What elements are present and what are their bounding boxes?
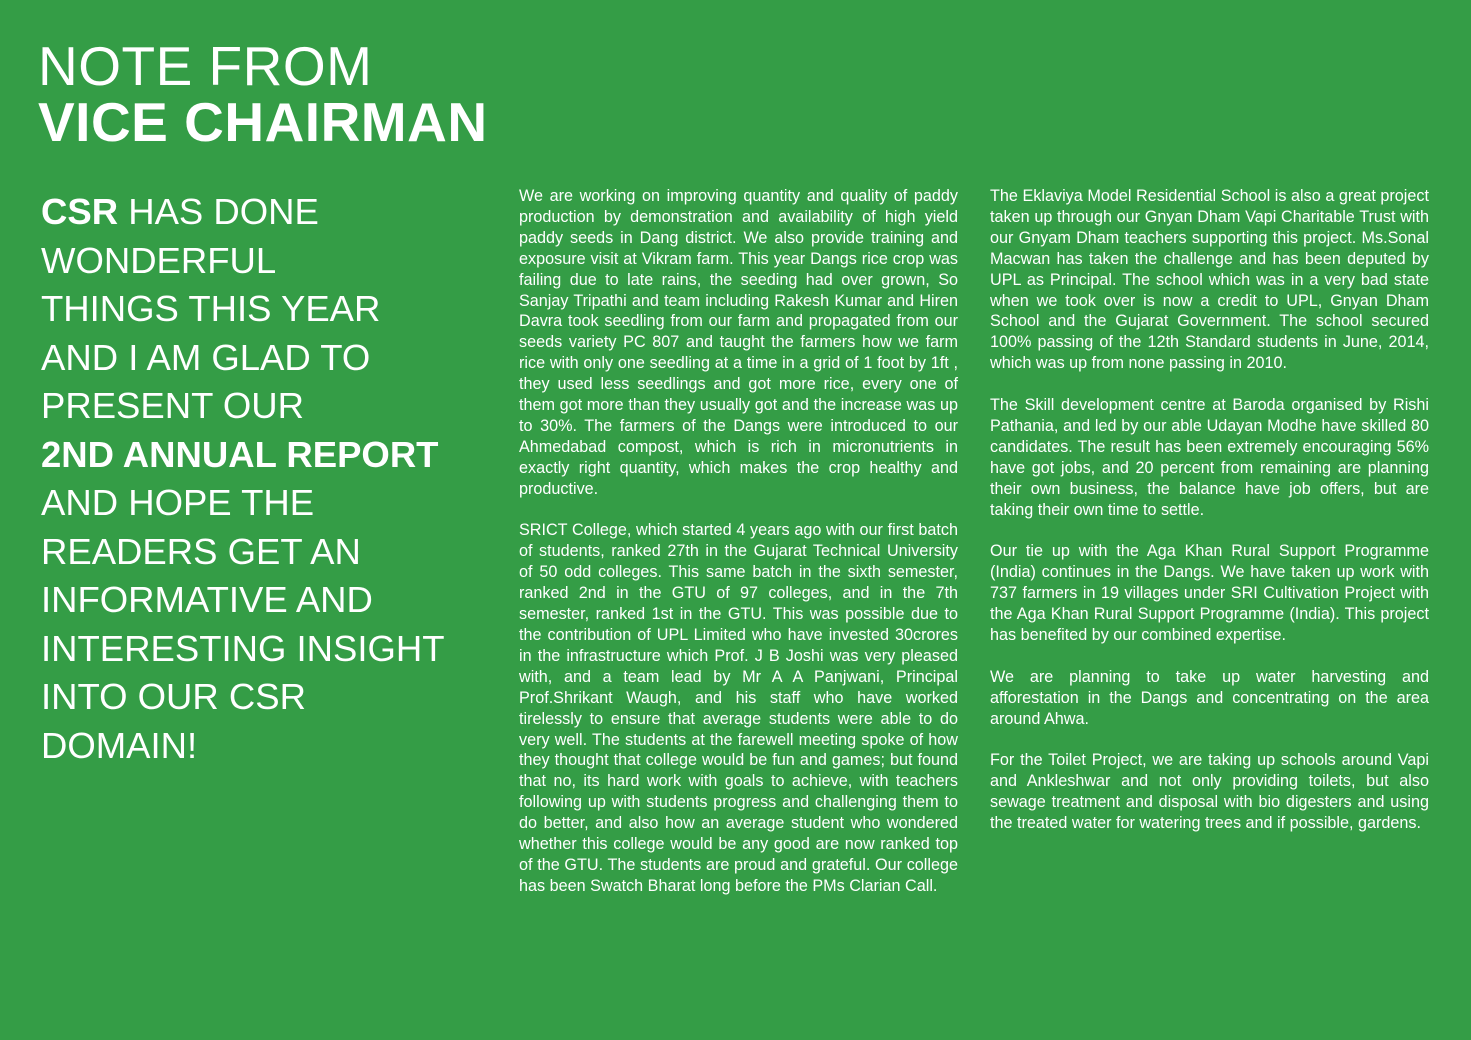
body-column-1 <box>519 186 958 918</box>
title-line-2: VICE CHAIRMAN <box>38 91 488 153</box>
quote-highlight: 2ND ANNUAL REPORT <box>41 433 439 475</box>
title-line-1: NOTE FROM <box>38 35 373 97</box>
quote-line: PRESENT OUR <box>41 385 304 426</box>
body-column-2 <box>990 186 1429 855</box>
paragraph-aga-khan: Our tie up with the Aga Khan Rural Support Programme (India) continues in the Dangs. We have taken up work with 737 farmers in 19 villages under SRI Cultivation Project with the Aga Khan Rural Support Programme (India). This project has benefited by our combined expertise. <box>990 542 1429 644</box>
quote-highlight: CSR <box>41 191 119 232</box>
paragraph-paddy-production: We are working on improving quantity and quality of paddy production by demonstration and availability of high yield paddy seeds in Dang district. We also provide training and exposure visit at Vikram farm. This year Dangs rice crop was failing due to late rains, the seeding had over grown, So Sanjay Tripathi and team including Rakesh Kumar and Hiren Davra took seedling from our farm and propagated from our seeds variety PC 807 and taught the farmers how we farm rice with only one seedling at a time in a grid of 1 foot by 1ft , they used less seedlings and got more rice, every one of them got more than they usually got and the increase was up to 30%. The farmers of the Dangs were introduced to our Ahmedabad compost, which is rich in micronutrients in exactly right quantity, which makes the crop healthy and productive. <box>519 187 958 498</box>
paragraph-eklaviya-school: The Eklaviya Model Residential School is also a great project taken up through our Gnyan Dham Vapi Charitable Trust with our Gnyam Dham teachers supporting this project. Ms.Sonal Macwan has taken the challenge and has been deputed by UPL as Principal. The school which was in a very bad state when we took over is now a credit to UPL, Gnyan Dham School and the Gujarat Government. The school secured 100% passing of the 12th Standard students in June, 2014, which was up from none passing in 2010. <box>990 187 1429 373</box>
quote-line: THINGS THIS YEAR <box>41 288 381 329</box>
quote-line: AND I AM GLAD TO <box>41 336 371 378</box>
quote-line: INTO OUR CSR <box>41 676 306 717</box>
paragraph-water-harvesting: We are planning to take up water harvesting and afforestation in the Dangs and concentrating on the area around Ahwa. <box>990 667 1429 728</box>
quote-line: INFORMATIVE AND <box>41 579 373 620</box>
paragraph-skill-development: The Skill development centre at Baroda organised by Rishi Pathania, and led by our able Udayan Modhe have skilled 80 candidates. The result has been extremely encouraging 56% have got jobs, and 20 percent from remaining are planning their own business, the balance have job offers, but are taking their own time to settle. <box>990 396 1429 519</box>
quote-line: WONDERFUL <box>41 239 277 281</box>
quote-text: HAS DONE <box>118 191 319 232</box>
quote-line: AND HOPE THE <box>41 482 315 523</box>
quote-line <box>41 431 491 480</box>
quote-line <box>41 188 491 237</box>
page-title <box>38 35 638 153</box>
paragraph-toilet-project: For the Toilet Project, we are taking up schools around Vapi and Ankleshwar and not only providing toilets, but also sewage treatment and disposal with bio digesters and using the treated water for watering trees and if possible, gardens. <box>990 751 1429 833</box>
paragraph-srict-college: SRICT College, which started 4 years ago with our first batch of students, ranked 27th in the Gujarat Technical University of 50 odd colleges. This same batch in the sixth semester, ranked 2nd in the GTU of 97 colleges, and in the 7th semester, ranked 1st in the GTU. This was possible due to the contribution of UPL Limited who have invested 30crores in the infrastructure which Prof. J B Joshi was very pleased with, and a team lead by Mr A A Panjwani, Principal Prof.Shrikant Waugh, and his staff who have worked tirelessly to ensure that average students were able to do very well. The students at the farewell meeting spoke of how they thought that college would be fun and games; but found that no, its hard work with goals to achieve, with teachers following up with students progress and challenging them to do better, and also how an average student who wondered whether this college would be any good are now ranked top of the GTU. The students are proud and grateful. Our college has been Swatch Bharat long before the PMs Clarian Call. <box>519 521 958 895</box>
quote-line: INTERESTING INSIGHT <box>41 627 445 669</box>
quote-line: READERS GET AN <box>41 530 361 572</box>
pull-quote <box>41 188 491 770</box>
quote-line: DOMAIN! <box>41 724 198 766</box>
